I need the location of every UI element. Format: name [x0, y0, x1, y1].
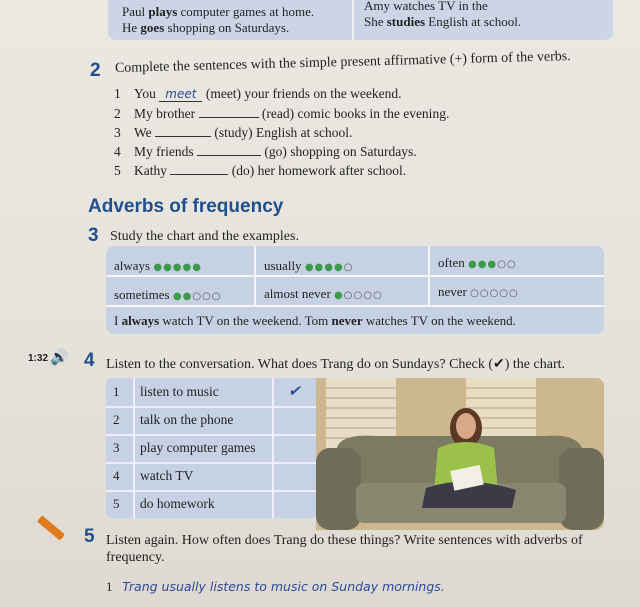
pencil-icon	[37, 515, 65, 540]
frequency-cell	[264, 258, 353, 274]
item-number: 1	[106, 579, 113, 594]
list-item	[114, 84, 449, 104]
frequency-dots	[173, 291, 222, 302]
frequency-cell	[438, 284, 519, 300]
frequency-cell	[264, 286, 383, 302]
example-verb: goes	[140, 20, 165, 35]
frequency-dots	[468, 259, 517, 270]
table-row[interactable]	[106, 490, 316, 518]
example-sentence	[106, 579, 445, 595]
exercise-number: 2	[90, 60, 101, 81]
filled-dots: ●	[334, 290, 344, 301]
item-number: 3	[114, 125, 121, 140]
divider	[428, 246, 430, 305]
table-row[interactable]	[106, 378, 316, 408]
filled-dots: ●●●	[467, 259, 498, 270]
example-col-right	[364, 0, 521, 30]
item-text: You	[134, 86, 156, 101]
item-text: Kathy	[134, 163, 167, 178]
example-adverb: always	[121, 313, 160, 328]
example-verb: studies	[386, 14, 426, 29]
example-text: computer games at home.	[177, 4, 315, 19]
activity-label: do homework	[140, 496, 215, 511]
example-text: watches TV on the weekend.	[362, 313, 516, 328]
item-number: 4	[114, 144, 121, 159]
divider	[106, 275, 604, 277]
activity-label: listen to music	[140, 384, 219, 399]
example-text: English at school.	[425, 14, 522, 29]
example-text: watch TV on the weekend. Tom	[159, 313, 332, 328]
frequency-cell	[114, 258, 202, 274]
adverb-label: almost never	[264, 286, 331, 301]
frequency-dots	[153, 262, 202, 273]
exercise-instruction: Listen to the conversation. What does Trang do on Sundays? Check (✔) the chart.	[106, 357, 565, 372]
item-text: (meet) your friends on the weekend.	[205, 86, 402, 101]
item-text: My friends	[134, 144, 194, 159]
answer-field[interactable]	[155, 124, 211, 137]
list-item	[114, 142, 449, 161]
table-row[interactable]	[106, 406, 316, 436]
table-row[interactable]	[106, 434, 316, 464]
exercise-number: 5	[84, 526, 95, 547]
exercise-instruction: Study the chart and the examples.	[110, 229, 299, 244]
row-number: 2	[113, 412, 120, 427]
example-text: Paul	[122, 4, 149, 19]
list-item	[114, 123, 449, 142]
empty-dots: ○○○○	[343, 290, 383, 301]
item-number: 5	[114, 163, 121, 178]
frequency-dots	[470, 288, 519, 299]
exercise-instruction: Complete the sentences with the simple present affirmative (+) form of the verbs.	[114, 49, 571, 76]
list-item	[114, 161, 449, 180]
filled-dots: ●●●●●	[153, 262, 202, 273]
answer-field[interactable]	[197, 143, 261, 156]
activity-label: play computer games	[140, 440, 256, 455]
item-number: 2	[114, 106, 121, 121]
list-item	[114, 104, 449, 123]
item-number: 1	[114, 86, 121, 101]
divider	[254, 246, 256, 305]
empty-dots: ○	[343, 262, 354, 273]
exercise-number: 3	[88, 225, 99, 246]
speaker-icon[interactable]: 🔊	[50, 350, 69, 366]
activity-label: talk on the phone	[140, 412, 234, 427]
divider	[272, 378, 274, 518]
example-box	[108, 0, 613, 40]
frequency-dots	[305, 262, 354, 273]
row-number: 5	[113, 496, 120, 511]
table-row[interactable]	[106, 462, 316, 492]
frequency-dots	[334, 290, 383, 301]
activity-label: watch TV	[140, 468, 194, 483]
row-number: 4	[113, 468, 120, 483]
frequency-cell	[114, 287, 222, 303]
example-col-left	[122, 4, 314, 36]
example-text: shopping on Saturdays.	[164, 20, 290, 35]
sentence-list	[114, 84, 449, 180]
item-text: (study) English at school.	[214, 125, 353, 140]
answer-field[interactable]: meet	[159, 87, 202, 102]
activity-check-chart	[106, 378, 316, 518]
girl-reading-photo	[316, 378, 604, 530]
frequency-chart	[106, 246, 604, 334]
divider	[106, 305, 604, 307]
row-number: 1	[113, 384, 120, 399]
empty-dots: ○○○○○	[470, 288, 519, 299]
filled-dots: ●●	[172, 291, 193, 302]
exercise-number: 4	[84, 350, 95, 371]
empty-dots: ○○	[497, 259, 517, 270]
example-text: She	[364, 14, 387, 29]
answer-field[interactable]	[199, 105, 259, 118]
answer-text: Trang usually listens to music on Sunday mornings.	[122, 579, 445, 594]
adverb-label: often	[438, 255, 465, 270]
adverb-label: always	[114, 258, 151, 273]
item-text: (read) comic books in the evening.	[261, 106, 450, 121]
example-text: He	[122, 20, 141, 35]
check-mark-icon[interactable]: ✔	[288, 384, 301, 400]
adverb-label: never	[438, 284, 467, 299]
section-heading: Adverbs of frequency	[88, 196, 284, 217]
example-text: Amy watches TV in the	[364, 0, 488, 13]
item-text: We	[134, 125, 152, 140]
answer-field[interactable]	[170, 162, 228, 175]
row-number: 3	[113, 440, 120, 455]
example-text: I	[114, 313, 122, 328]
example-adverb: never	[331, 313, 363, 328]
item-text: My brother	[134, 106, 196, 121]
photo-illustration	[316, 378, 604, 530]
adverb-label: usually	[264, 258, 302, 273]
divider	[352, 0, 354, 40]
exercise-instruction: Listen again. How often does Trang do these things? Write sentences with adverbs of frequency.	[106, 533, 583, 565]
filled-dots: ●●●●	[304, 262, 344, 273]
frequency-example	[114, 313, 516, 329]
audio-track-number: 1:32	[28, 353, 49, 364]
example-verb: plays	[148, 4, 178, 19]
frequency-cell	[438, 255, 517, 271]
empty-dots: ○○○	[192, 291, 222, 302]
item-text: (do) her homework after school.	[231, 163, 407, 178]
item-text: (go) shopping on Saturdays.	[264, 144, 417, 159]
adverb-label: sometimes	[114, 287, 170, 302]
divider	[133, 378, 135, 518]
